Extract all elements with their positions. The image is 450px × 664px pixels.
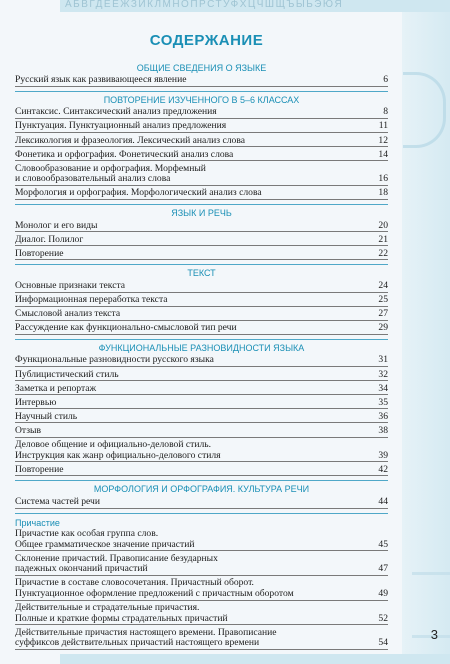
toc-page-number: 25: [378, 294, 388, 306]
toc-entry-title: [15, 188, 370, 199]
toc-entry[interactable]: [15, 465, 388, 477]
toc-entry-title: [15, 249, 370, 260]
toc-entry-line: Система частей речи: [15, 495, 101, 507]
toc-entry-title: [15, 384, 370, 395]
toc-page-number: 20: [378, 219, 388, 231]
toc-page-number: 34: [378, 382, 388, 394]
toc-entry-line: Деловое общение и официально-деловой стиль.: [15, 439, 212, 451]
page-title: СОДЕРЖАНИЕ: [149, 32, 264, 49]
toc-entry-line: суффиксов действительных причастий настоящего времени: [15, 637, 260, 649]
section-heading: ФУНКЦИОНАЛЬНЫЕ РАЗНОВИДНОСТИ ЯЗЫКА: [15, 339, 388, 354]
toc-page-number: 27: [378, 308, 388, 320]
toc-entry-line: Повторение: [15, 247, 64, 259]
toc-page-number: 47: [378, 563, 388, 575]
toc-entry-title: [15, 323, 370, 334]
toc-page-number: 38: [378, 424, 388, 436]
toc-entry-line: Причастие как особая группа слов.: [15, 528, 159, 540]
toc-entry-line: Причастие в составе словосочетания. Причастный оборот.: [15, 577, 254, 589]
toc-entry[interactable]: [15, 370, 388, 382]
toc-entry-title: [15, 281, 370, 292]
toc-entry-line: Лексикология и фразеология. Лексический анализ слова: [15, 134, 245, 146]
toc-entry-title: [15, 426, 370, 437]
toc-entry[interactable]: [15, 426, 388, 438]
toc-entry-line: Действительные причастия настоящего времени. Правописание: [15, 626, 277, 638]
toc-entry-line: Морфология и орфография. Морфологический анализ слова: [15, 187, 262, 199]
toc-page-number: 36: [378, 410, 388, 422]
toc-entry[interactable]: [15, 398, 388, 410]
toc-page-number: 42: [378, 463, 388, 475]
bottom-decor-strip: [60, 654, 450, 664]
toc-page-number: 18: [378, 187, 388, 199]
toc-entry-line: Склонение причастий. Правописание безударных: [15, 552, 218, 564]
toc-entry-title: [15, 221, 370, 232]
toc-page-number: 31: [378, 354, 388, 366]
toc-entry-line: Отзыв: [15, 424, 42, 436]
toc-entry-title: [15, 235, 370, 246]
toc-page-number: 29: [378, 322, 388, 334]
section-heading: МОРФОЛОГИЯ И ОРФОГРАФИЯ. КУЛЬТУРА РЕЧИ: [15, 480, 388, 495]
toc-entry[interactable]: [15, 384, 388, 396]
section-heading: ОБЩИЕ СВЕДЕНИЯ О ЯЗЫКЕ: [136, 62, 267, 73]
toc-entry[interactable]: [15, 75, 388, 87]
toc-entry-title: [15, 370, 370, 381]
toc-entry-line: Пунктуация. Пунктуационный анализ предложения: [15, 120, 227, 132]
toc-page-number: 54: [378, 637, 388, 649]
toc-entry-line: и словообразовательный анализ слова: [15, 173, 171, 185]
toc-entry-line: Пунктуационное оформление предложений с причастным оборотом: [15, 588, 294, 600]
toc-page-number: 45: [378, 538, 388, 550]
toc-page-number: 35: [378, 396, 388, 408]
toc-entry[interactable]: [15, 164, 388, 186]
toc-entry[interactable]: [15, 497, 388, 509]
toc-entry[interactable]: [15, 281, 388, 293]
section-heading: ПОВТОРЕНИЕ ИЗУЧЕННОГО В 5–6 КЛАССАХ: [15, 91, 388, 106]
section-heading: ТЕКСТ: [15, 264, 388, 279]
toc-entry-title: [15, 529, 370, 550]
toc-entry-title: [15, 440, 370, 461]
toc-entry-title: [15, 398, 370, 409]
toc-page-number: 12: [378, 134, 388, 146]
toc-entry-title: [15, 107, 370, 118]
toc-page-number: 52: [378, 612, 388, 624]
page-number: 3: [430, 627, 438, 642]
toc-entry-line: Интервью: [15, 396, 57, 408]
decor-letter-shape: [403, 72, 446, 148]
toc-entry[interactable]: [15, 295, 388, 307]
toc-entry-line: Общее грамматическое значение причастий: [15, 538, 195, 550]
toc-page-number: 8: [383, 106, 388, 118]
toc-entry-line: Словообразование и орфография. Морфемный: [15, 162, 206, 174]
toc-entry-line: Рассуждение как функционально-смысловой тип речи: [15, 322, 237, 334]
toc-entry-line: Заметка и репортаж: [15, 382, 97, 394]
toc-entry-title: [15, 554, 370, 575]
toc-entry[interactable]: [15, 249, 388, 261]
toc-entry[interactable]: [15, 603, 388, 625]
toc-entry-line: Смысловой анализ текста: [15, 308, 121, 320]
toc-entry[interactable]: [15, 150, 388, 162]
toc-entry[interactable]: [15, 529, 388, 551]
toc-entry-title: [15, 628, 370, 649]
toc-entry-title: [15, 150, 370, 161]
toc-entry-line: Публицистический стиль: [15, 368, 119, 380]
toc-page-number: 44: [378, 495, 388, 507]
toc-page-number: 24: [378, 280, 388, 291]
toc-entry-line: Повторение: [15, 463, 64, 475]
toc-page-number: 22: [378, 247, 388, 259]
toc-page-number: 16: [378, 173, 388, 185]
subsection-title: Причастие: [15, 513, 388, 529]
toc-entry-line: Инструкция как жанр официально-делового стиля: [15, 449, 221, 461]
toc-sections: [15, 63, 388, 509]
toc-page-number: 14: [378, 148, 388, 160]
toc-page-number: 39: [378, 449, 388, 461]
toc-entry-title: [15, 497, 370, 508]
toc-entry[interactable]: [15, 235, 388, 247]
toc-entry[interactable]: [15, 323, 388, 335]
toc-entry-line: Диалог. Полилог: [15, 233, 84, 245]
toc-entry[interactable]: [15, 578, 388, 600]
toc-entry[interactable]: [15, 221, 388, 233]
toc-entry-line: Научный стиль: [15, 410, 78, 422]
toc-entry-title: [15, 75, 370, 86]
toc-entry-title: [15, 355, 370, 366]
toc-entry-title: [15, 465, 370, 476]
toc-page-number: 6: [383, 74, 388, 86]
toc-page-number: 21: [378, 233, 388, 245]
toc-entry[interactable]: [15, 107, 388, 119]
toc-page-number: 49: [378, 588, 388, 600]
toc-entry[interactable]: [15, 188, 388, 200]
toc-entry[interactable]: [15, 440, 388, 462]
toc-entry-title: [15, 121, 370, 132]
toc-entry-line: Функциональные разновидности русского языка: [15, 354, 214, 366]
toc-entry-title: [15, 295, 370, 306]
table-of-contents: [15, 32, 388, 653]
toc-entry[interactable]: [15, 412, 388, 424]
right-decor-band: [402, 12, 450, 664]
toc-entry-title: [15, 412, 370, 423]
toc-entry[interactable]: [15, 309, 388, 321]
subsection-entries: [15, 529, 388, 650]
toc-page-number: 32: [378, 368, 388, 380]
toc-entry[interactable]: [15, 628, 388, 650]
toc-entry-line: Информационная переработка текста: [15, 294, 168, 306]
toc-page-number: 11: [378, 120, 388, 132]
toc-entry-title: [15, 578, 370, 599]
toc-entry-line: Фонетика и орфография. Фонетический анализ слова: [15, 148, 234, 160]
toc-entry-title: [15, 309, 370, 320]
toc-entry-title: [15, 164, 370, 185]
toc-entry-line: Полные и краткие формы страдательных причастий: [15, 612, 228, 624]
toc-entry-title: [15, 136, 370, 147]
toc-entry[interactable]: [15, 355, 388, 367]
toc-entry-line: Монолог и его виды: [15, 219, 98, 231]
toc-entry-line: Действительные и страдательные причастия.: [15, 602, 200, 614]
top-alphabet-strip: АБВГДЕЁЖЗИКЛМНОПРСТУФХЦЧШЩЪЫЬЭЮЯ: [65, 0, 344, 10]
toc-entry-line: падежных окончаний причастий: [15, 563, 148, 575]
toc-entry[interactable]: [15, 121, 388, 133]
toc-entry[interactable]: [15, 136, 388, 148]
toc-entry-line: Основные признаки текста: [15, 280, 126, 291]
toc-entry-line: Синтаксис. Синтаксический анализ предложения: [15, 106, 217, 118]
toc-entry[interactable]: [15, 554, 388, 576]
toc-entry-line: Русский язык как развивающееся явление: [15, 74, 187, 86]
section-heading: ЯЗЫК И РЕЧЬ: [15, 204, 388, 219]
toc-entry-title: [15, 603, 370, 624]
